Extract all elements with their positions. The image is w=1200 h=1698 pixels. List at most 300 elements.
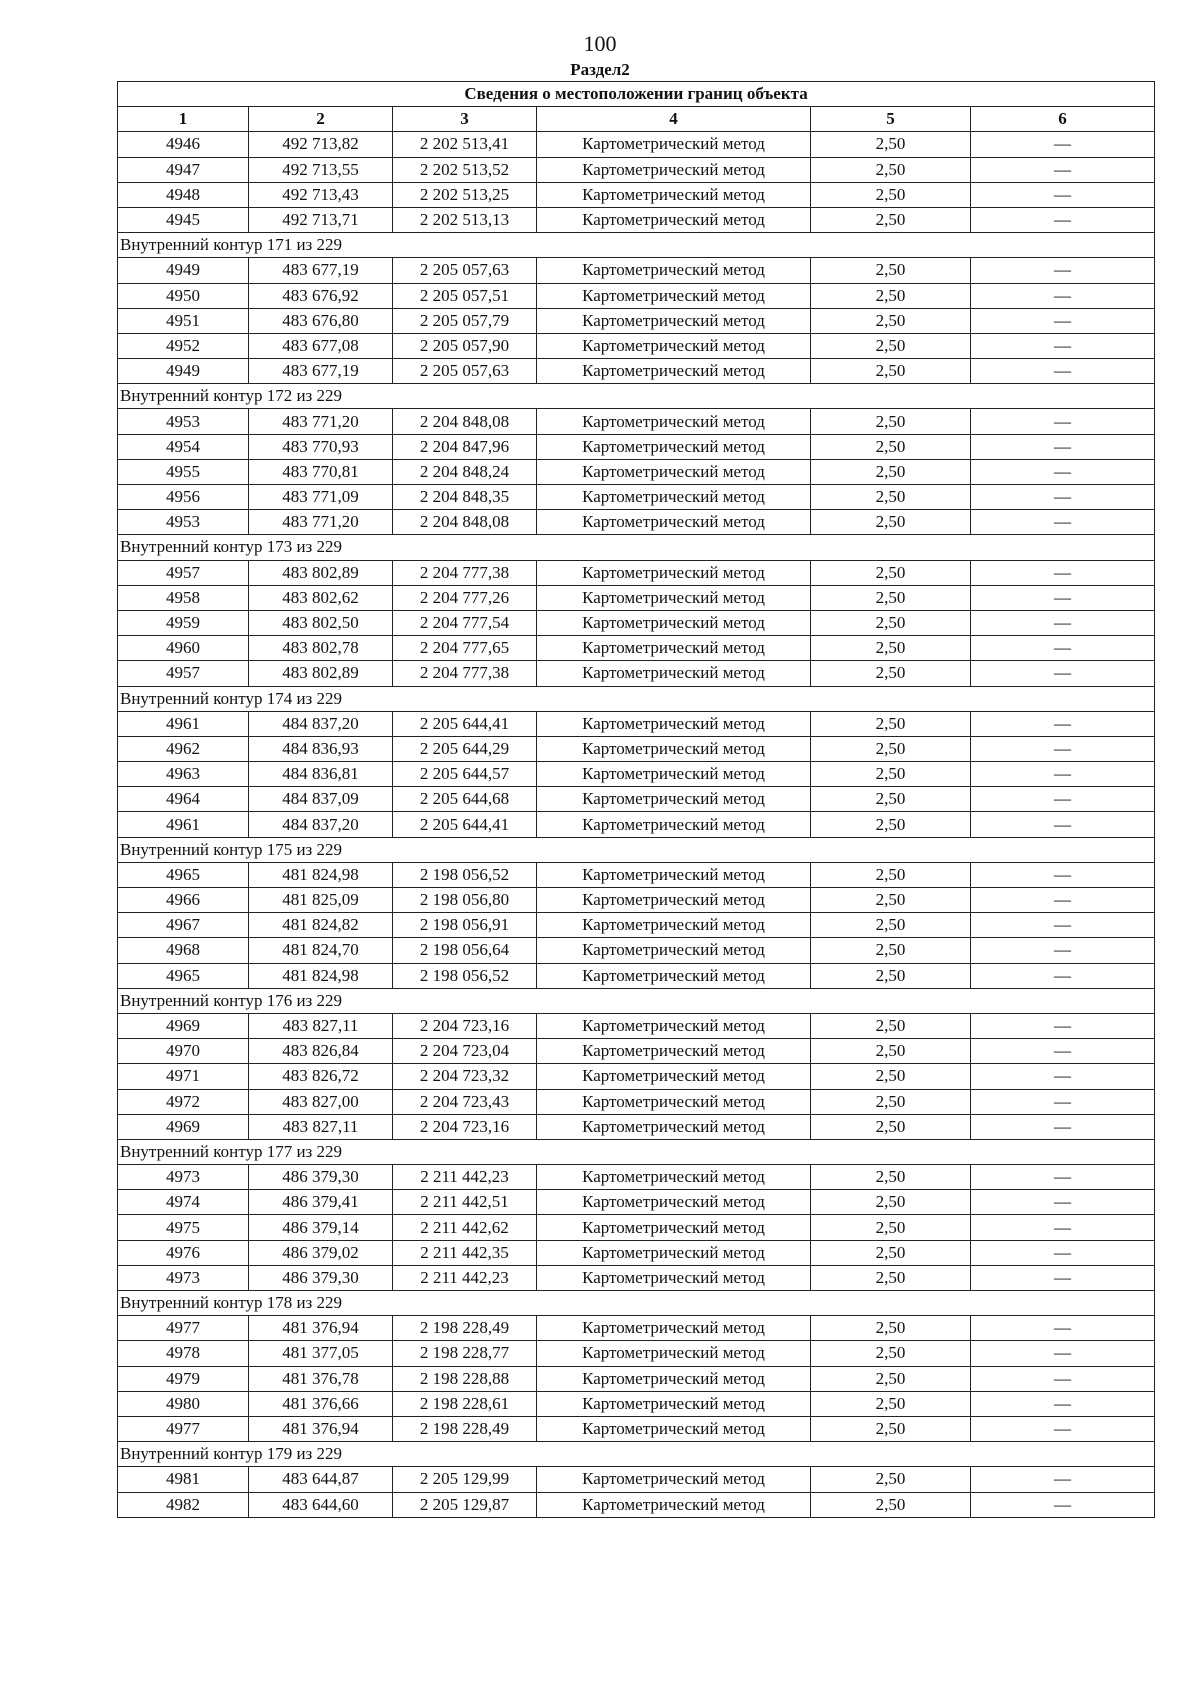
table-row	[118, 1165, 1155, 1190]
x-coordinate-cell: 492 713,43	[249, 182, 393, 207]
table-row	[118, 1114, 1155, 1139]
x-coordinate-cell: 486 379,41	[249, 1190, 393, 1215]
point-number-cell: 4977	[118, 1416, 249, 1441]
x-coordinate-cell: 483 644,60	[249, 1492, 393, 1517]
point-number-cell: 4972	[118, 1089, 249, 1114]
table-row	[118, 1089, 1155, 1114]
accuracy-cell: 2,50	[811, 636, 971, 661]
y-coordinate-cell: 2 204 777,54	[393, 610, 537, 635]
accuracy-cell: 2,50	[811, 1089, 971, 1114]
y-coordinate-cell: 2 205 644,68	[393, 787, 537, 812]
note-cell: —	[971, 1064, 1155, 1089]
contour-header-row	[118, 1442, 1155, 1467]
accuracy-cell: 2,50	[811, 207, 971, 232]
x-coordinate-cell: 486 379,14	[249, 1215, 393, 1240]
contour-header-row	[118, 988, 1155, 1013]
contour-label: Внутренний контур 172 из 229	[118, 384, 1155, 409]
y-coordinate-cell: 2 204 777,38	[393, 560, 537, 585]
table-row	[118, 207, 1155, 232]
point-number-cell: 4965	[118, 862, 249, 887]
method-cell: Картометрический метод	[537, 409, 811, 434]
point-number-cell: 4966	[118, 888, 249, 913]
table-row	[118, 308, 1155, 333]
table-row	[118, 1265, 1155, 1290]
contour-label: Внутренний контур 179 из 229	[118, 1442, 1155, 1467]
note-cell: —	[971, 610, 1155, 635]
method-cell: Картометрический метод	[537, 459, 811, 484]
method-cell: Картометрический метод	[537, 610, 811, 635]
note-cell: —	[971, 157, 1155, 182]
x-coordinate-cell: 483 826,72	[249, 1064, 393, 1089]
accuracy-cell: 2,50	[811, 888, 971, 913]
table-row	[118, 560, 1155, 585]
point-number-cell: 4959	[118, 610, 249, 635]
method-cell: Картометрический метод	[537, 812, 811, 837]
table-row	[118, 1064, 1155, 1089]
y-coordinate-cell: 2 198 056,91	[393, 913, 537, 938]
contour-header-row	[118, 1139, 1155, 1164]
point-number-cell: 4957	[118, 560, 249, 585]
point-number-cell: 4969	[118, 1013, 249, 1038]
note-cell: —	[971, 661, 1155, 686]
y-coordinate-cell: 2 204 723,43	[393, 1089, 537, 1114]
note-cell: —	[971, 1089, 1155, 1114]
x-coordinate-cell: 481 824,98	[249, 862, 393, 887]
point-number-cell: 4973	[118, 1165, 249, 1190]
contour-label: Внутренний контур 178 из 229	[118, 1291, 1155, 1316]
note-cell: —	[971, 585, 1155, 610]
point-number-cell: 4979	[118, 1366, 249, 1391]
note-cell: —	[971, 938, 1155, 963]
table-row	[118, 636, 1155, 661]
x-coordinate-cell: 484 836,93	[249, 736, 393, 761]
x-coordinate-cell: 483 771,20	[249, 510, 393, 535]
note-cell: —	[971, 862, 1155, 887]
note-cell: —	[971, 1316, 1155, 1341]
y-coordinate-cell: 2 205 644,29	[393, 736, 537, 761]
y-coordinate-cell: 2 198 228,77	[393, 1341, 537, 1366]
x-coordinate-cell: 483 676,80	[249, 308, 393, 333]
point-number-cell: 4949	[118, 359, 249, 384]
method-cell: Картометрический метод	[537, 132, 811, 157]
note-cell: —	[971, 132, 1155, 157]
accuracy-cell: 2,50	[811, 585, 971, 610]
x-coordinate-cell: 483 677,19	[249, 258, 393, 283]
y-coordinate-cell: 2 205 129,87	[393, 1492, 537, 1517]
table-row	[118, 888, 1155, 913]
point-number-cell: 4968	[118, 938, 249, 963]
x-coordinate-cell: 492 713,82	[249, 132, 393, 157]
y-coordinate-cell: 2 198 056,80	[393, 888, 537, 913]
table-row	[118, 1416, 1155, 1441]
contour-label: Внутренний контур 174 из 229	[118, 686, 1155, 711]
table-row	[118, 585, 1155, 610]
table-row	[118, 736, 1155, 761]
point-number-cell: 4965	[118, 963, 249, 988]
y-coordinate-cell: 2 202 513,25	[393, 182, 537, 207]
contour-label: Внутренний контур 173 из 229	[118, 535, 1155, 560]
table-row	[118, 157, 1155, 182]
accuracy-cell: 2,50	[811, 1039, 971, 1064]
accuracy-cell: 2,50	[811, 1114, 971, 1139]
accuracy-cell: 2,50	[811, 1391, 971, 1416]
y-coordinate-cell: 2 205 057,63	[393, 258, 537, 283]
note-cell: —	[971, 1013, 1155, 1038]
method-cell: Картометрический метод	[537, 661, 811, 686]
column-header: 2	[249, 107, 393, 132]
table-row	[118, 1316, 1155, 1341]
accuracy-cell: 2,50	[811, 1190, 971, 1215]
note-cell: —	[971, 308, 1155, 333]
method-cell: Картометрический метод	[537, 1190, 811, 1215]
accuracy-cell: 2,50	[811, 132, 971, 157]
point-number-cell: 4958	[118, 585, 249, 610]
table-row	[118, 510, 1155, 535]
column-header: 3	[393, 107, 537, 132]
y-coordinate-cell: 2 204 723,32	[393, 1064, 537, 1089]
note-cell: —	[971, 359, 1155, 384]
x-coordinate-cell: 481 824,98	[249, 963, 393, 988]
method-cell: Картометрический метод	[537, 1391, 811, 1416]
y-coordinate-cell: 2 211 442,51	[393, 1190, 537, 1215]
x-coordinate-cell: 483 826,84	[249, 1039, 393, 1064]
x-coordinate-cell: 484 837,20	[249, 711, 393, 736]
note-cell: —	[971, 1467, 1155, 1492]
y-coordinate-cell: 2 198 056,52	[393, 862, 537, 887]
accuracy-cell: 2,50	[811, 1316, 971, 1341]
method-cell: Картометрический метод	[537, 862, 811, 887]
x-coordinate-cell: 483 802,89	[249, 661, 393, 686]
accuracy-cell: 2,50	[811, 333, 971, 358]
contour-label: Внутренний контур 175 из 229	[118, 837, 1155, 862]
note-cell: —	[971, 207, 1155, 232]
point-number-cell: 4978	[118, 1341, 249, 1366]
table-row	[118, 1341, 1155, 1366]
accuracy-cell: 2,50	[811, 862, 971, 887]
accuracy-cell: 2,50	[811, 711, 971, 736]
x-coordinate-cell: 492 713,71	[249, 207, 393, 232]
point-number-cell: 4970	[118, 1039, 249, 1064]
method-cell: Картометрический метод	[537, 283, 811, 308]
accuracy-cell: 2,50	[811, 913, 971, 938]
note-cell: —	[971, 1039, 1155, 1064]
table-row	[118, 132, 1155, 157]
x-coordinate-cell: 481 376,94	[249, 1416, 393, 1441]
accuracy-cell: 2,50	[811, 1013, 971, 1038]
method-cell: Картометрический метод	[537, 1366, 811, 1391]
x-coordinate-cell: 483 770,93	[249, 434, 393, 459]
y-coordinate-cell: 2 205 057,90	[393, 333, 537, 358]
method-cell: Картометрический метод	[537, 938, 811, 963]
point-number-cell: 4957	[118, 661, 249, 686]
point-number-cell: 4962	[118, 736, 249, 761]
point-number-cell: 4981	[118, 1467, 249, 1492]
x-coordinate-cell: 483 802,50	[249, 610, 393, 635]
table-row	[118, 938, 1155, 963]
column-header: 4	[537, 107, 811, 132]
y-coordinate-cell: 2 204 848,08	[393, 409, 537, 434]
note-cell: —	[971, 787, 1155, 812]
contour-header-row	[118, 1291, 1155, 1316]
column-header-row	[118, 107, 1155, 132]
table-row	[118, 1467, 1155, 1492]
point-number-cell: 4949	[118, 258, 249, 283]
point-number-cell: 4950	[118, 283, 249, 308]
point-number-cell: 4976	[118, 1240, 249, 1265]
accuracy-cell: 2,50	[811, 1366, 971, 1391]
note-cell: —	[971, 1215, 1155, 1240]
point-number-cell: 4977	[118, 1316, 249, 1341]
note-cell: —	[971, 1341, 1155, 1366]
point-number-cell: 4948	[118, 182, 249, 207]
accuracy-cell: 2,50	[811, 1265, 971, 1290]
point-number-cell: 4969	[118, 1114, 249, 1139]
accuracy-cell: 2,50	[811, 485, 971, 510]
x-coordinate-cell: 483 802,78	[249, 636, 393, 661]
note-cell: —	[971, 913, 1155, 938]
x-coordinate-cell: 484 837,09	[249, 787, 393, 812]
method-cell: Картометрический метод	[537, 1215, 811, 1240]
point-number-cell: 4953	[118, 409, 249, 434]
note-cell: —	[971, 1416, 1155, 1441]
point-number-cell: 4967	[118, 913, 249, 938]
y-coordinate-cell: 2 204 847,96	[393, 434, 537, 459]
x-coordinate-cell: 483 802,89	[249, 560, 393, 585]
y-coordinate-cell: 2 211 442,62	[393, 1215, 537, 1240]
y-coordinate-cell: 2 204 777,38	[393, 661, 537, 686]
x-coordinate-cell: 483 827,11	[249, 1013, 393, 1038]
method-cell: Картометрический метод	[537, 711, 811, 736]
note-cell: —	[971, 333, 1155, 358]
x-coordinate-cell: 483 802,62	[249, 585, 393, 610]
point-number-cell: 4975	[118, 1215, 249, 1240]
table-row	[118, 862, 1155, 887]
point-number-cell: 4951	[118, 308, 249, 333]
y-coordinate-cell: 2 211 442,35	[393, 1240, 537, 1265]
contour-header-row	[118, 535, 1155, 560]
y-coordinate-cell: 2 204 723,04	[393, 1039, 537, 1064]
contour-label: Внутренний контур 171 из 229	[118, 233, 1155, 258]
x-coordinate-cell: 481 376,66	[249, 1391, 393, 1416]
table-row	[118, 283, 1155, 308]
method-cell: Картометрический метод	[537, 762, 811, 787]
method-cell: Картометрический метод	[537, 207, 811, 232]
note-cell: —	[971, 560, 1155, 585]
y-coordinate-cell: 2 202 513,13	[393, 207, 537, 232]
method-cell: Картометрический метод	[537, 434, 811, 459]
table-row	[118, 711, 1155, 736]
y-coordinate-cell: 2 198 056,52	[393, 963, 537, 988]
y-coordinate-cell: 2 205 057,63	[393, 359, 537, 384]
contour-label: Внутренний контур 176 из 229	[118, 988, 1155, 1013]
x-coordinate-cell: 481 824,70	[249, 938, 393, 963]
table-row	[118, 258, 1155, 283]
y-coordinate-cell: 2 204 723,16	[393, 1114, 537, 1139]
method-cell: Картометрический метод	[537, 560, 811, 585]
method-cell: Картометрический метод	[537, 1240, 811, 1265]
x-coordinate-cell: 481 824,82	[249, 913, 393, 938]
point-number-cell: 4945	[118, 207, 249, 232]
y-coordinate-cell: 2 205 644,41	[393, 711, 537, 736]
y-coordinate-cell: 2 205 057,51	[393, 283, 537, 308]
point-number-cell: 4982	[118, 1492, 249, 1517]
note-cell: —	[971, 1265, 1155, 1290]
method-cell: Картометрический метод	[537, 913, 811, 938]
method-cell: Картометрический метод	[537, 1013, 811, 1038]
x-coordinate-cell: 484 837,20	[249, 812, 393, 837]
method-cell: Картометрический метод	[537, 736, 811, 761]
contour-header-row	[118, 384, 1155, 409]
point-number-cell: 4980	[118, 1391, 249, 1416]
point-number-cell: 4961	[118, 711, 249, 736]
note-cell: —	[971, 762, 1155, 787]
note-cell: —	[971, 182, 1155, 207]
y-coordinate-cell: 2 211 442,23	[393, 1165, 537, 1190]
x-coordinate-cell: 483 677,08	[249, 333, 393, 358]
method-cell: Картометрический метод	[537, 585, 811, 610]
x-coordinate-cell: 483 676,92	[249, 283, 393, 308]
accuracy-cell: 2,50	[811, 409, 971, 434]
note-cell: —	[971, 636, 1155, 661]
method-cell: Картометрический метод	[537, 359, 811, 384]
y-coordinate-cell: 2 204 777,65	[393, 636, 537, 661]
y-coordinate-cell: 2 204 848,08	[393, 510, 537, 535]
y-coordinate-cell: 2 198 228,88	[393, 1366, 537, 1391]
note-cell: —	[971, 1391, 1155, 1416]
x-coordinate-cell: 486 379,30	[249, 1165, 393, 1190]
note-cell: —	[971, 459, 1155, 484]
method-cell: Картометрический метод	[537, 1089, 811, 1114]
x-coordinate-cell: 483 827,00	[249, 1089, 393, 1114]
boundary-coordinates-table	[117, 81, 1155, 1518]
note-cell: —	[971, 258, 1155, 283]
y-coordinate-cell: 2 204 777,26	[393, 585, 537, 610]
note-cell: —	[971, 812, 1155, 837]
y-coordinate-cell: 2 211 442,23	[393, 1265, 537, 1290]
table-caption: Сведения о местоположении границ объекта	[118, 82, 1155, 107]
method-cell: Картометрический метод	[537, 636, 811, 661]
point-number-cell: 4971	[118, 1064, 249, 1089]
y-coordinate-cell: 2 205 057,79	[393, 308, 537, 333]
table-row	[118, 963, 1155, 988]
table-row	[118, 913, 1155, 938]
note-cell: —	[971, 1190, 1155, 1215]
table-row	[118, 359, 1155, 384]
method-cell: Картометрический метод	[537, 1467, 811, 1492]
note-cell: —	[971, 485, 1155, 510]
point-number-cell: 4953	[118, 510, 249, 535]
accuracy-cell: 2,50	[811, 1240, 971, 1265]
y-coordinate-cell: 2 204 848,35	[393, 485, 537, 510]
table-row	[118, 333, 1155, 358]
method-cell: Картометрический метод	[537, 1492, 811, 1517]
y-coordinate-cell: 2 202 513,52	[393, 157, 537, 182]
method-cell: Картометрический метод	[537, 1416, 811, 1441]
accuracy-cell: 2,50	[811, 459, 971, 484]
contour-label: Внутренний контур 177 из 229	[118, 1139, 1155, 1164]
accuracy-cell: 2,50	[811, 661, 971, 686]
point-number-cell: 4954	[118, 434, 249, 459]
point-number-cell: 4974	[118, 1190, 249, 1215]
y-coordinate-cell: 2 205 644,57	[393, 762, 537, 787]
note-cell: —	[971, 434, 1155, 459]
column-header: 6	[971, 107, 1155, 132]
method-cell: Картометрический метод	[537, 308, 811, 333]
accuracy-cell: 2,50	[811, 736, 971, 761]
point-number-cell: 4956	[118, 485, 249, 510]
y-coordinate-cell: 2 198 056,64	[393, 938, 537, 963]
note-cell: —	[971, 1366, 1155, 1391]
table-row	[118, 787, 1155, 812]
table-body	[118, 132, 1155, 1517]
table-row	[118, 1240, 1155, 1265]
table-row	[118, 1039, 1155, 1064]
method-cell: Картометрический метод	[537, 258, 811, 283]
accuracy-cell: 2,50	[811, 762, 971, 787]
accuracy-cell: 2,50	[811, 1165, 971, 1190]
table-row	[118, 182, 1155, 207]
method-cell: Картометрический метод	[537, 1265, 811, 1290]
x-coordinate-cell: 486 379,02	[249, 1240, 393, 1265]
y-coordinate-cell: 2 198 228,61	[393, 1391, 537, 1416]
table-row	[118, 409, 1155, 434]
note-cell: —	[971, 1492, 1155, 1517]
point-number-cell: 4955	[118, 459, 249, 484]
x-coordinate-cell: 481 376,78	[249, 1366, 393, 1391]
point-number-cell: 4973	[118, 1265, 249, 1290]
method-cell: Картометрический метод	[537, 787, 811, 812]
y-coordinate-cell: 2 202 513,41	[393, 132, 537, 157]
x-coordinate-cell: 492 713,55	[249, 157, 393, 182]
page-number: 100	[583, 31, 617, 56]
accuracy-cell: 2,50	[811, 812, 971, 837]
point-number-cell: 4963	[118, 762, 249, 787]
section-title: Раздел2	[570, 60, 630, 79]
column-header: 5	[811, 107, 971, 132]
x-coordinate-cell: 481 825,09	[249, 888, 393, 913]
accuracy-cell: 2,50	[811, 610, 971, 635]
table-row	[118, 812, 1155, 837]
note-cell: —	[971, 1240, 1155, 1265]
accuracy-cell: 2,50	[811, 258, 971, 283]
x-coordinate-cell: 483 827,11	[249, 1114, 393, 1139]
table-row	[118, 485, 1155, 510]
accuracy-cell: 2,50	[811, 1416, 971, 1441]
method-cell: Картометрический метод	[537, 1341, 811, 1366]
note-cell: —	[971, 1114, 1155, 1139]
table-row	[118, 459, 1155, 484]
method-cell: Картометрический метод	[537, 182, 811, 207]
table-row	[118, 1366, 1155, 1391]
method-cell: Картометрический метод	[537, 888, 811, 913]
table-row	[118, 434, 1155, 459]
note-cell: —	[971, 736, 1155, 761]
x-coordinate-cell: 481 376,94	[249, 1316, 393, 1341]
x-coordinate-cell: 483 644,87	[249, 1467, 393, 1492]
accuracy-cell: 2,50	[811, 283, 971, 308]
method-cell: Картометрический метод	[537, 1114, 811, 1139]
point-number-cell: 4947	[118, 157, 249, 182]
point-number-cell: 4946	[118, 132, 249, 157]
y-coordinate-cell: 2 198 228,49	[393, 1416, 537, 1441]
contour-header-row	[118, 686, 1155, 711]
accuracy-cell: 2,50	[811, 1341, 971, 1366]
accuracy-cell: 2,50	[811, 308, 971, 333]
x-coordinate-cell: 483 771,20	[249, 409, 393, 434]
method-cell: Картометрический метод	[537, 333, 811, 358]
contour-header-row	[118, 837, 1155, 862]
accuracy-cell: 2,50	[811, 182, 971, 207]
